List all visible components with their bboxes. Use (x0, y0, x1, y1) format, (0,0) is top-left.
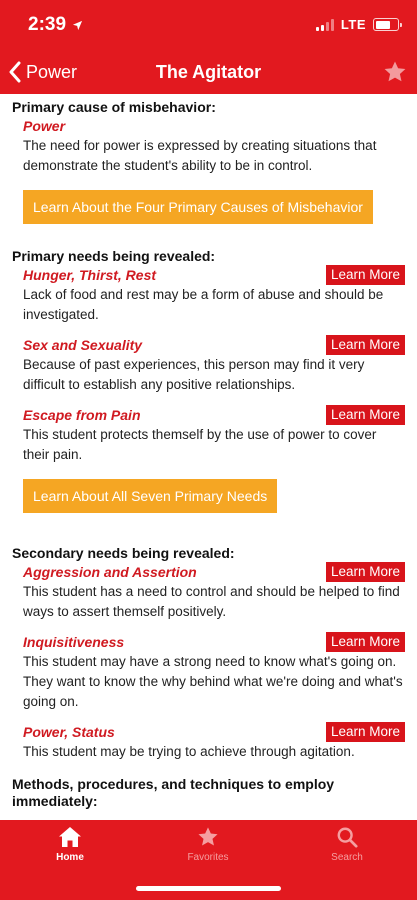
list-item (23, 562, 405, 622)
primary-cause-description: The need for power is expressed by creating situations that demonstrate the student's ability to be in control. (23, 138, 377, 173)
learn-more-button[interactable]: Learn More (326, 632, 405, 652)
learn-four-causes-button[interactable]: Learn About the Four Primary Causes of Misbehavior (23, 190, 373, 224)
list-item (23, 405, 405, 465)
home-indicator[interactable] (136, 886, 281, 891)
tab-favorites-label: Favorites (187, 852, 229, 863)
search-icon (335, 826, 359, 848)
need-title-row (23, 335, 405, 355)
tab-home-label: Home (56, 852, 84, 863)
need-title: Inquisitiveness (23, 634, 125, 650)
learn-more-button[interactable]: Learn More (326, 405, 405, 425)
navigation-bar (0, 50, 417, 94)
learn-more-button[interactable]: Learn More (326, 335, 405, 355)
need-title-row (23, 265, 405, 285)
battery-icon (373, 18, 399, 31)
secondary-needs-section (12, 545, 405, 762)
need-description: This student may be trying to achieve through agitation. (23, 744, 355, 759)
need-description: This student protects themself by the use of power to cover their pain. (23, 427, 377, 462)
primary-needs-heading: Primary needs being revealed: (12, 248, 216, 264)
methods-section (12, 776, 405, 810)
need-description: This student has a need to control and should be helped to find ways to assert themself positively. (23, 584, 400, 619)
learn-more-button[interactable]: Learn More (326, 265, 405, 285)
list-item (23, 335, 405, 395)
need-description: This student may have a strong need to know what's going on. They want to know the why behind what we're doing and what's going on. (23, 654, 403, 709)
need-title-row (23, 405, 405, 425)
learn-more-button[interactable]: Learn More (326, 562, 405, 582)
status-bar (0, 0, 417, 50)
learn-seven-needs-button[interactable]: Learn About All Seven Primary Needs (23, 479, 277, 513)
favorite-star-icon[interactable] (383, 60, 407, 84)
home-icon (58, 826, 82, 848)
learn-more-button[interactable]: Learn More (326, 722, 405, 742)
need-title-row (23, 562, 405, 582)
primary-cause-block (12, 116, 405, 224)
primary-cause-title: Power (23, 118, 66, 134)
methods-heading: Methods, procedures, and techniques to employ immediately: (12, 776, 335, 809)
tab-search-label: Search (331, 852, 363, 863)
chevron-left-icon (8, 61, 22, 83)
need-title: Aggression and Assertion (23, 564, 197, 580)
need-title: Sex and Sexuality (23, 337, 143, 353)
status-time (28, 14, 83, 36)
need-title-row (23, 632, 405, 652)
need-title: Hunger, Thirst, Rest (23, 267, 157, 283)
page-title: The Agitator (155, 62, 262, 82)
list-item (23, 722, 405, 762)
tab-favorites[interactable] (158, 826, 258, 870)
primary-needs-section (12, 248, 405, 513)
back-button[interactable] (8, 50, 77, 94)
tab-search[interactable] (297, 826, 397, 870)
tab-home[interactable] (20, 826, 120, 870)
list-item (23, 632, 405, 712)
primary-cause-heading: Primary cause of misbehavior: (12, 99, 216, 115)
need-title: Power, Status (23, 724, 115, 740)
signal-strength-icon (316, 19, 334, 31)
status-time-text: 2:39 (28, 14, 67, 35)
primary-cause-section (12, 99, 405, 224)
need-description: Lack of food and rest may be a form of abuse and should be investigated. (23, 287, 384, 322)
primary-cause-title-row (23, 116, 405, 136)
content-scroll-area[interactable] (0, 94, 417, 820)
secondary-needs-heading: Secondary needs being revealed: (12, 545, 235, 561)
need-title-row (23, 722, 405, 742)
list-item (23, 265, 405, 325)
primary-needs-list (12, 265, 405, 513)
location-arrow-icon (72, 20, 83, 31)
secondary-needs-list (12, 562, 405, 762)
status-indicators (316, 17, 399, 32)
star-icon (196, 826, 220, 848)
back-button-label: Power (26, 61, 78, 82)
need-description: Because of past experiences, this person may find it very difficult to establish any positive relationships. (23, 357, 365, 392)
network-type: LTE (340, 17, 366, 32)
need-title: Escape from Pain (23, 407, 141, 423)
